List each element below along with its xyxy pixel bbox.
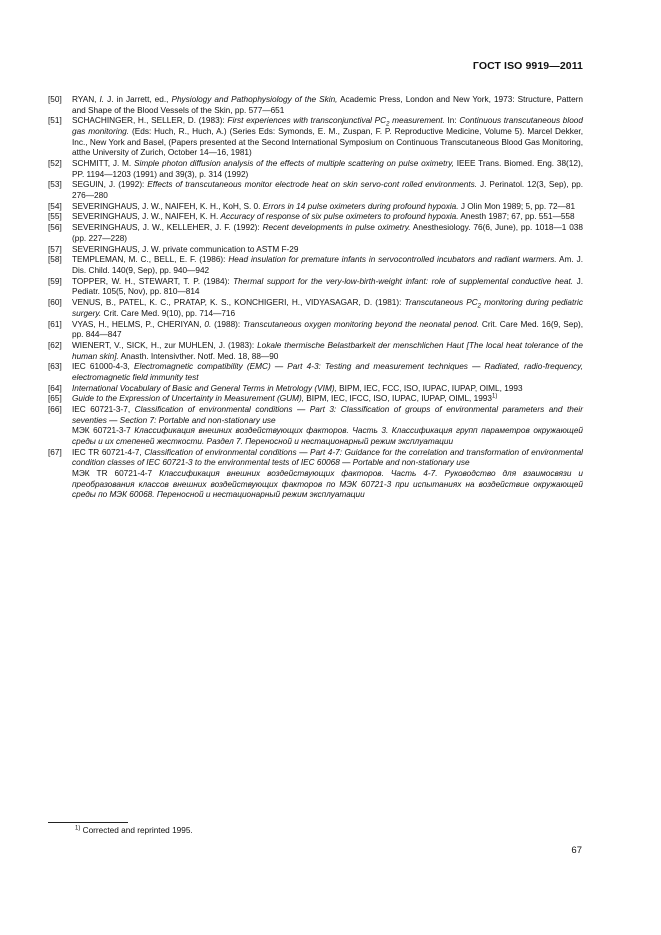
reference-text-fragment: Head insulation for premature infants in servocontrolled incubators and radiant warmers.: [228, 255, 557, 265]
reference-citation: [72, 180, 583, 201]
reference-body: [72, 320, 583, 341]
reference-number: [63]: [48, 362, 62, 372]
reference-body: [72, 202, 583, 213]
reference-text-fragment: Physiology and Pathophysiology of the Skin,: [171, 95, 338, 104]
reference-number: [64]: [48, 383, 62, 393]
reference-citation: [72, 362, 583, 383]
reference-text-fragment: SEVERINGHAUS, J. W. private communication to ASTM F-29: [72, 244, 299, 254]
references-list: [48, 95, 583, 501]
reference-item: [48, 180, 583, 201]
reference-text-fragment: International Vocabulary of Basic and General Terms in Metrology (VIM),: [72, 383, 337, 393]
reference-text-fragment: BIPM, IEC, FCC, ISO, IUPAC, IUPAP, OIML, 1993: [336, 383, 523, 393]
reference-text-fragment: WIENERT, V., SICK, H., zur MUHLEN, J. (1983):: [72, 340, 258, 350]
reference-body: [72, 180, 583, 201]
reference-text-fragment: SCHACHINGER, H., SELLER, D. (1983):: [72, 116, 228, 126]
reference-text-fragment: SEGUIN, J. (1992):: [72, 180, 148, 190]
reference-number: [56]: [48, 223, 62, 233]
reference-item: [48, 394, 583, 405]
reference-item: [48, 384, 583, 395]
reference-item: [48, 362, 583, 383]
reference-citation: [72, 298, 583, 319]
reference-text-fragment: monitoring during pediatric surgery.: [72, 298, 583, 318]
reference-text-fragment: IEC 61000-4-3,: [72, 362, 134, 372]
reference-citation: [72, 277, 583, 298]
reference-citation: [72, 159, 583, 180]
reference-body: [72, 384, 583, 395]
reference-text-fragment: Crit. Care Med. 16(9, Sep), pp. 844—847: [72, 319, 583, 340]
reference-text-fragment: TEMPLEMAN, M. C., BELL, E. F. (1986):: [72, 255, 229, 265]
reference-item: [48, 320, 583, 341]
reference-citation: [72, 320, 583, 341]
reference-text-fragment: 0.: [204, 319, 212, 329]
reference-number: [54]: [48, 201, 62, 211]
reference-item: [48, 298, 583, 319]
reference-text-fragment: 2: [386, 122, 390, 129]
reference-text-fragment: VYAS, H., HELMS, P., CHERIYAN,: [72, 319, 205, 329]
reference-text-fragment: RYAN,: [72, 95, 100, 104]
reference-text-fragment: Guide to the Expression of Uncertainty in Measurement (GUM),: [72, 394, 305, 404]
reference-text-fragment: Effects of transcutaneous monitor electrode heat on skin servo-cont rolled environments.: [147, 180, 478, 190]
reference-text-fragment: Electromagnetic compatibility (EMC) — Part 4-3: Testing and measurement techniques — Radiated, radio-frequency, electromagnetic field immunity test: [72, 362, 583, 382]
reference-body: [72, 448, 583, 501]
reference-text-fragment: Anesthesiology. 76(6, June), pp. 1018—1 038 (pp. 227—228): [72, 223, 583, 243]
reference-body: [72, 277, 583, 298]
reference-text-fragment: Классификация внешних воздействующих факторов. Часть 4-7. Руководство для взаимосвязи и преобразования классов внешних воздействующих факторов по МЭК 60721-3 при испытаниях на воздействие окружающей среды по МЭК 60068. Переносной и нестационарный режим эксплуатации: [72, 468, 583, 500]
reference-citation: [72, 245, 583, 256]
reference-text-fragment: МЭК TR 60721-4-7: [72, 468, 160, 478]
reference-text-fragment: In:: [444, 116, 460, 126]
page-number: 67: [571, 845, 582, 856]
reference-text-fragment: Classification of environmental conditions — Part 4-7: Guidance for the correlation and transformation of environmental condition classes of IEC 60721-3 to the environmental tests of IEC 60068 — Portable and non-stationary use: [72, 447, 583, 468]
reference-number: [52]: [48, 158, 62, 168]
reference-item: [48, 255, 583, 276]
footnote: [75, 826, 193, 835]
reference-body: [72, 212, 583, 223]
reference-text-fragment: J. in Jarrett, ed.,: [104, 95, 172, 104]
reference-number: [51]: [48, 116, 62, 126]
footnote-marker: 1): [75, 825, 81, 832]
reference-number: [55]: [48, 212, 62, 222]
reference-text-fragment: SEVERINGHAUS, J. W., KELLEHER, J. F. (1992):: [72, 223, 263, 233]
reference-text-fragment: SCHMITT, J. M.: [72, 158, 134, 168]
reference-item: [48, 116, 583, 158]
reference-text-fragment: Классификация внешних воздействующих факторов. Часть 3. Классификация групп параметров окружающей среды и их степеней жесткости. Раздел 7. Переносной и нестационарный режим эксплуатации: [72, 426, 583, 446]
reference-body: [72, 159, 583, 180]
reference-citation: [72, 212, 583, 223]
reference-citation: [72, 255, 583, 276]
reference-text-fragment: Classification of environmental conditions — Part 3: Classification of groups of environmental parameters and their seventies — Section 7: Portable and non-stationary use: [72, 405, 583, 425]
reference-body: [72, 116, 583, 158]
reference-text-fragment: Continuous transcutaneous blood gas monitoring.: [72, 116, 583, 136]
reference-text-fragment: Academic Press, London and New York, 1973: Structure, Pattern and Shape of the Blood Vessels of the Skin, pp. 577—651: [72, 95, 583, 115]
reference-text-fragment: SEVERINGHAUS, J. W., NAIFEH, K. H., KoH, S. 0.: [72, 201, 263, 211]
reference-text-fragment: 2: [477, 303, 481, 310]
reference-number: [66]: [48, 405, 62, 415]
reference-body: [72, 245, 583, 256]
reference-text-fragment: Lokale thermische Belastbarkeit der menschlichen Haut [The local heat tolerance of the human skin].: [72, 340, 583, 361]
reference-text-fragment: measurement.: [389, 116, 445, 126]
reference-text-fragment: Am. J. Dis. Child. 140(9, Sep), pp. 940—942: [72, 255, 584, 275]
reference-item: [48, 95, 583, 116]
reference-russian-translation: [72, 426, 583, 447]
reference-text-fragment: МЭК 60721-3-7: [72, 426, 135, 436]
reference-item: [48, 223, 583, 244]
reference-item: [48, 341, 583, 362]
reference-text-fragment: Transcutaneous PC: [404, 298, 478, 308]
reference-number: [50]: [48, 95, 62, 104]
reference-number: [62]: [48, 340, 62, 350]
reference-text-fragment: J. Pediatr. 105(5, Nov), pp. 810—814: [72, 276, 583, 297]
reference-item: [48, 405, 583, 447]
reference-citation: [72, 405, 583, 426]
reference-text-fragment: IEEE Trans. Biomed. Eng. 38(12), PP. 1194—1203 (1991) and 39(3), p. 314 (1992): [72, 158, 584, 179]
reference-item: [48, 159, 583, 180]
reference-number: [57]: [48, 244, 62, 254]
reference-number: [53]: [48, 180, 62, 190]
reference-body: [72, 255, 583, 276]
reference-number: [67]: [48, 447, 62, 457]
reference-citation: [72, 223, 583, 244]
reference-text-fragment: Errors in 14 pulse oximeters during profound hypoxia.: [262, 201, 459, 211]
reference-text-fragment: (1988):: [211, 319, 244, 329]
reference-text-fragment: J Olin Mon 1989; 5, pp. 72—81: [458, 201, 576, 211]
footnote-text: Corrected and reprinted 1995.: [82, 826, 193, 835]
reference-text-fragment: TOPPER, W. H., STEWART, T. P. (1984):: [72, 276, 234, 286]
reference-text-fragment: Accuracy of response of six pulse oximeters to profound hypoxia.: [220, 212, 459, 222]
reference-text-fragment: VENUS, B., PATEL, K. C., PRATAP, K. S., KONCHIGERI, H., VIDYASAGAR, D. (1981):: [72, 298, 405, 308]
reference-number: [61]: [48, 319, 62, 329]
reference-number: [60]: [48, 298, 62, 308]
reference-body: [72, 298, 583, 319]
reference-text-fragment: 1): [492, 393, 498, 400]
reference-text-fragment: Anesth 1987; 67, pp. 551—558: [458, 212, 575, 222]
reference-text-fragment: IEC TR 60721-4-7,: [72, 447, 145, 457]
reference-item: [48, 202, 583, 213]
reference-text-fragment: First experiences with transconjunctival PC: [227, 116, 387, 126]
reference-number: [65]: [48, 394, 62, 404]
reference-text-fragment: Simple photon diffusion analysis of the effects of multiple scattering on pulse oximetry,: [134, 158, 454, 168]
reference-text-fragment: I.: [99, 95, 105, 104]
reference-text-fragment: (Eds: Huch, R., Huch, A.) (Series Eds: Symonds, E. M., Zuspan, F. P. Reproductive Medicine, Volume 5). Marcel Dekker, Inc., New York and Basel, (Papers presented at the Second International Symposium on Continuous Transcutaneous Blood Gas Monitoring, atthe University of Zurich, October 14—16, 1981): [72, 126, 583, 158]
reference-text-fragment: J. Perinatol. 12(3, Sep), pp. 276—280: [72, 180, 583, 200]
reference-citation: [72, 202, 583, 213]
reference-citation: [72, 448, 583, 469]
reference-body: [72, 95, 583, 116]
reference-number: [58]: [48, 255, 62, 265]
reference-text-fragment: Transcutaneous oxygen monitoring beyond the neonatal penod.: [243, 319, 480, 329]
reference-citation: [72, 394, 583, 405]
reference-body: [72, 223, 583, 244]
reference-text-fragment: Anasth. Intensivther. Notf. Med. 18, 88—90: [118, 351, 279, 361]
reference-text-fragment: IEC 60721-3-7,: [72, 405, 135, 415]
reference-text-fragment: Recent developments in pulse oximetry.: [262, 223, 411, 233]
reference-citation: [72, 341, 583, 362]
reference-body: [72, 394, 583, 405]
reference-body: [72, 341, 583, 362]
standard-code-header: ГОСТ ISO 9919—2011: [472, 60, 583, 72]
reference-russian-translation: [72, 469, 583, 501]
reference-item: [48, 277, 583, 298]
reference-body: [72, 405, 583, 447]
reference-text-fragment: Thermal support for the very-low-birth-weight infant: role of supplemental conductive heat.: [233, 276, 574, 286]
reference-item: [48, 448, 583, 501]
reference-citation: [72, 116, 583, 158]
reference-text-fragment: Crit. Care Med. 9(10), pp. 714—716: [101, 308, 236, 318]
reference-number: [59]: [48, 276, 62, 286]
reference-body: [72, 362, 583, 383]
reference-text-fragment: SEVERINGHAUS, J. W., NAIFEH, K. H.: [72, 212, 221, 222]
reference-text-fragment: BIPM, IEC, IFCC, ISO, IUPAC, IUPAP, OIML, 1993: [304, 394, 492, 404]
reference-item: [48, 212, 583, 223]
reference-item: [48, 245, 583, 256]
reference-citation: [72, 95, 583, 116]
footnote-separator: [48, 822, 128, 823]
reference-citation: [72, 384, 583, 395]
